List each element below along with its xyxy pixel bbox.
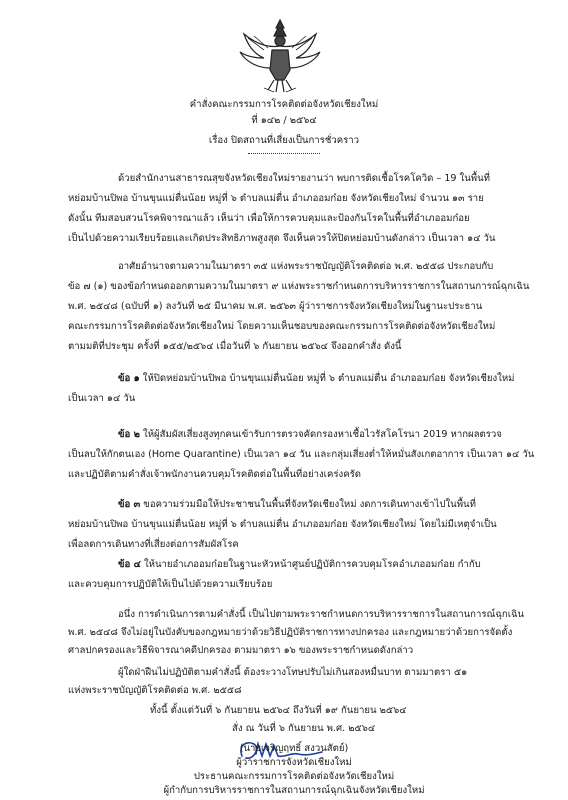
clause3-label: ข้อ ๓: [118, 499, 141, 510]
clause4-line: และควบคุมการปฏิบัติให้เป็นไปด้วยความเรียบร้อย: [68, 579, 273, 590]
signatory-position: ผู้กำกับการบริหารราชการในสถานการณ์ฉุกเฉินจังหวัดเชียงใหม่: [163, 785, 425, 796]
clause1-label: ข้อ ๑: [118, 373, 140, 384]
para4-line: แห่งพระราชบัญญัติโรคติดต่อ พ.ศ. ๒๕๕๘: [68, 685, 242, 696]
para4-line: ผู้ใดฝ่าฝืนไม่ปฏิบัติตามคำสั่งนี้ ต้องระวางโทษปรับไม่เกินสองหมื่นบาท ตามมาตรา ๕๑: [118, 667, 468, 678]
clause1-line: ข้อ ๑ ให้ปิดหย่อมบ้านปิพอ บ้านขุนแม่ตื่นน้อย หมู่ที่ ๖ ตำบลแม่ตื่น อำเภออมก๋อย จังหวัดเชียงใหม่: [118, 373, 515, 384]
signatory-name: (นายเจริญฤทธิ์ สงวนสัตย์): [239, 743, 349, 754]
para3-line: ศาลปกครองและวิธีพิจารณาคดีปกครอง ตามมาตรา ๑๖ ของพระราชกำหนดดังกล่าว: [68, 645, 414, 656]
effective-period: ทั้งนี้ ตั้งแต่วันที่ ๖ กันยายน ๒๕๖๔ ถึงวันที่ ๑๙ กันยายน ๒๕๖๔: [150, 705, 407, 716]
signatory-position: ประธานคณะกรรมการโรคติดต่อจังหวัดเชียงใหม่: [193, 771, 395, 782]
clause2-line: และปฏิบัติตามคำสั่งเจ้าพนักงานควบคุมโรคติดต่อในพื้นที่อย่างเคร่งครัด: [68, 469, 362, 480]
order-date: สั่ง ณ วันที่ ๖ กันยายน พ.ศ. ๒๕๖๔: [232, 723, 376, 734]
para2-line: พ.ศ. ๒๕๔๘ (ฉบับที่ ๑) ลงวันที่ ๒๕ มีนาคม พ.ศ. ๒๕๖๓ ผู้ว่าราชการจังหวัดเชียงใหม่ในฐานะประธาน: [68, 301, 483, 312]
clause3-line: ข้อ ๓ ขอความร่วมมือให้ประชาชนในพื้นที่จังหวัดเชียงใหม่ งดการเดินทางเข้าไปในพื้นที่: [118, 499, 476, 510]
clause2-label: ข้อ ๒: [118, 429, 140, 440]
clause1-line: เป็นเวลา ๑๔ วัน: [68, 393, 136, 404]
para1-line: ดังนั้น ทีมสอบสวนโรคพิจารณาแล้ว เห็นว่า เพื่อให้การควบคุมและป้องกันโรคในพื้นที่อำเภออมก๋อย: [68, 213, 470, 224]
para2-line: อาศัยอำนาจตามความในมาตรา ๓๕ แห่งพระราชบัญญัติโรคติดต่อ พ.ศ. ๒๕๕๘ ประกอบกับ: [118, 261, 494, 272]
para2-line: ตามมติที่ประชุม ครั้งที่ ๑๕๕/๒๕๖๔ เมื่อวันที่ ๖ กันยายน ๒๕๖๔ จึงออกคำสั่ง ดังนี้: [68, 341, 402, 352]
para1-line: เป็นไปด้วยความเรียบร้อยและเกิดประสิทธิภาพสูงสุด จึงเห็นควรให้ปิดหย่อมบ้านดังกล่าว เป็นเวลา ๑๔ วัน: [68, 233, 496, 244]
para3-line: อนึ่ง การดำเนินการตามคำสั่งนี้ เป็นไปตามพระราชกำหนดการบริหารราชการในสถานการณ์ฉุกเฉิน: [118, 609, 525, 620]
para1-line: หย่อมบ้านปิพอ บ้านขุนแม่ตื่นน้อย หมู่ที่ ๖ ตำบลแม่ตื่น อำเภออมก๋อย จังหวัดเชียงใหม่ จำนวน ๑๓ ราย: [68, 193, 484, 204]
clause3-line: หย่อมบ้านปิพอ บ้านขุนแม่ตื่นน้อย หมู่ที่ ๖ ตำบลแม่ตื่น อำเภออมก๋อย จังหวัดเชียงใหม่ โดยไม่มีเหตุจำเป็น: [68, 519, 497, 530]
clause4-line: ข้อ ๔ ให้นายอำเภออมก๋อยในฐานะหัวหน้าศูนย์ปฏิบัติการควบคุมโรคอำเภออมก๋อย กำกับ: [118, 559, 481, 570]
garuda-emblem-icon: [234, 14, 326, 94]
para2-line: ข้อ ๗ (๑) ของข้อกำหนดออกตามความในมาตรา ๙ แห่งพระราชกำหนดการบริหารราชการในสถานการณ์ฉุกเฉิน: [68, 281, 530, 292]
para2-line: คณะกรรมการโรคติดต่อจังหวัดเชียงใหม่ โดยความเห็นชอบของคณะกรรมการโรคติดต่อจังหวัดเชียงใหม่: [68, 321, 496, 332]
clause2-line: เป็นลบให้กักตนเอง (Home Quarantine) เป็นเวลา ๑๔ วัน และกลุ่มเสี่ยงต่ำให้หมั่นสังเกตอาการ เป็นเวลา ๑๔ วัน: [68, 449, 535, 460]
clause3-line: เพื่อลดการเดินทางที่เสี่ยงต่อการสัมผัสโรค: [68, 539, 239, 550]
subject-divider: [248, 153, 320, 154]
para3-line: พ.ศ. ๒๕๔๘ จึงไม่อยู่ในบังคับของกฎหมายว่าด้วยวิธีปฏิบัติราชการทางปกครอง และกฎหมายว่าด้วยการจัดตั้ง: [68, 627, 513, 638]
signatory-position: ผู้ว่าราชการจังหวัดเชียงใหม่: [236, 757, 352, 768]
order-subject: เรื่อง ปิดสถานที่เสี่ยงเป็นการชั่วคราว: [208, 135, 360, 146]
order-title: คำสั่งคณะกรรมการโรคติดต่อจังหวัดเชียงใหม่: [189, 99, 379, 110]
clause2-line: ข้อ ๒ ให้ผู้สัมผัสเสี่ยงสูงทุกคนเข้ารับการตรวจคัดกรองหาเชื้อไวรัสโคโรนา 2019 หากผลตรวจ: [118, 429, 502, 440]
para1-line: ด้วยสำนักงานสาธารณสุขจังหวัดเชียงใหม่รายงานว่า พบการติดเชื้อโรคโควิด – 19 ในพื้นที่: [118, 173, 491, 184]
clause4-label: ข้อ ๔: [118, 559, 141, 570]
order-number: ที่ ๑๔๒ / ๒๕๖๔: [251, 115, 317, 126]
